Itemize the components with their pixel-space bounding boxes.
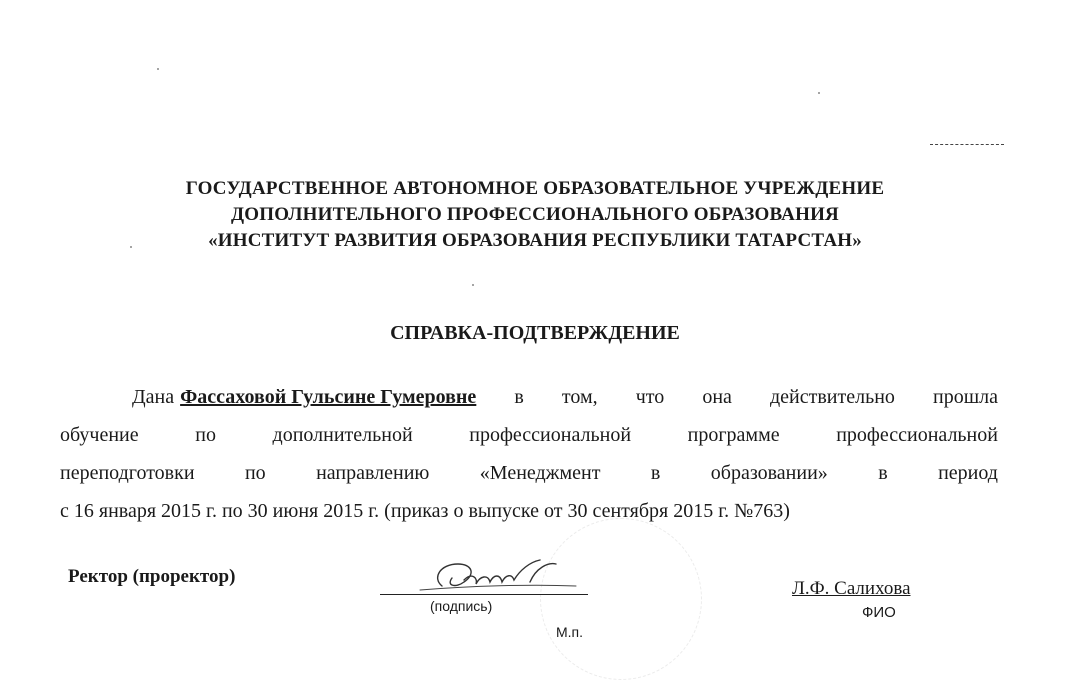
signer-name: Л.Ф. Салихова: [792, 578, 911, 599]
header-line-3: «ИНСТИТУТ РАЗВИТИЯ ОБРАЗОВАНИЯ РЕСПУБЛИКИ ТАТАРСТАН»: [208, 230, 862, 251]
body-word: направлению: [316, 462, 430, 484]
body-word: в: [878, 462, 888, 484]
body-word: образовании»: [710, 462, 828, 484]
rector-label: Ректор (проректор): [68, 566, 236, 587]
scan-speck: [472, 284, 474, 286]
body-word: она: [702, 386, 732, 408]
body-word: что: [635, 386, 665, 408]
fio-caption: ФИО: [862, 604, 896, 621]
scan-speck: [818, 92, 820, 94]
body-word: обучение: [60, 424, 139, 446]
body-word: период: [938, 462, 998, 484]
body-line-4: [60, 492, 998, 530]
body-word: дополнительной: [272, 424, 413, 446]
header-line-2: ДОПОЛНИТЕЛЬНОГО ПРОФЕССИОНАЛЬНОГО ОБРАЗОВАНИЯ: [231, 204, 839, 225]
body-line-1: [60, 378, 998, 416]
body-word: том,: [561, 386, 598, 408]
body-word: в: [514, 386, 524, 408]
scan-speck: [157, 68, 159, 70]
institution-header: [120, 176, 950, 254]
body-word: программе: [687, 424, 780, 446]
body-word: прошла: [933, 386, 998, 408]
recipient-name: Фассаховой Гульсине Гумеровне: [180, 386, 477, 408]
study-period: с 16 января 2015 г. по 30 июня 2015 г. (приказ о выпуске от 30 сентября 2015 г. №763): [60, 500, 790, 522]
header-line-1: ГОСУДАРСТВЕННОЕ АВТОНОМНОЕ ОБРАЗОВАТЕЛЬНОЕ УЧРЕЖДЕНИЕ: [185, 178, 885, 199]
dashed-mark: [930, 144, 1004, 145]
signature-line: [380, 594, 588, 595]
signature-caption: (подпись): [430, 598, 493, 614]
stamp-place-caption: М.п.: [556, 624, 584, 640]
body-word: переподготовки: [60, 462, 195, 484]
body-word: в: [650, 462, 661, 484]
body-word: профессиональной: [469, 424, 632, 446]
body-line-2: [60, 416, 998, 454]
certificate-body: [60, 378, 998, 530]
body-line-1-lead: [132, 378, 476, 416]
body-word: по: [244, 462, 266, 484]
body-word: действительно: [769, 386, 895, 408]
body-prefix: Дана: [132, 386, 175, 408]
body-line-3: [60, 454, 998, 492]
document-title: СПРАВКА-ПОДТВЕРЖДЕНИЕ: [390, 322, 680, 344]
body-word: профессиональной: [836, 424, 998, 446]
body-word: по: [195, 424, 216, 446]
body-word: «Менеджмент: [479, 462, 601, 484]
